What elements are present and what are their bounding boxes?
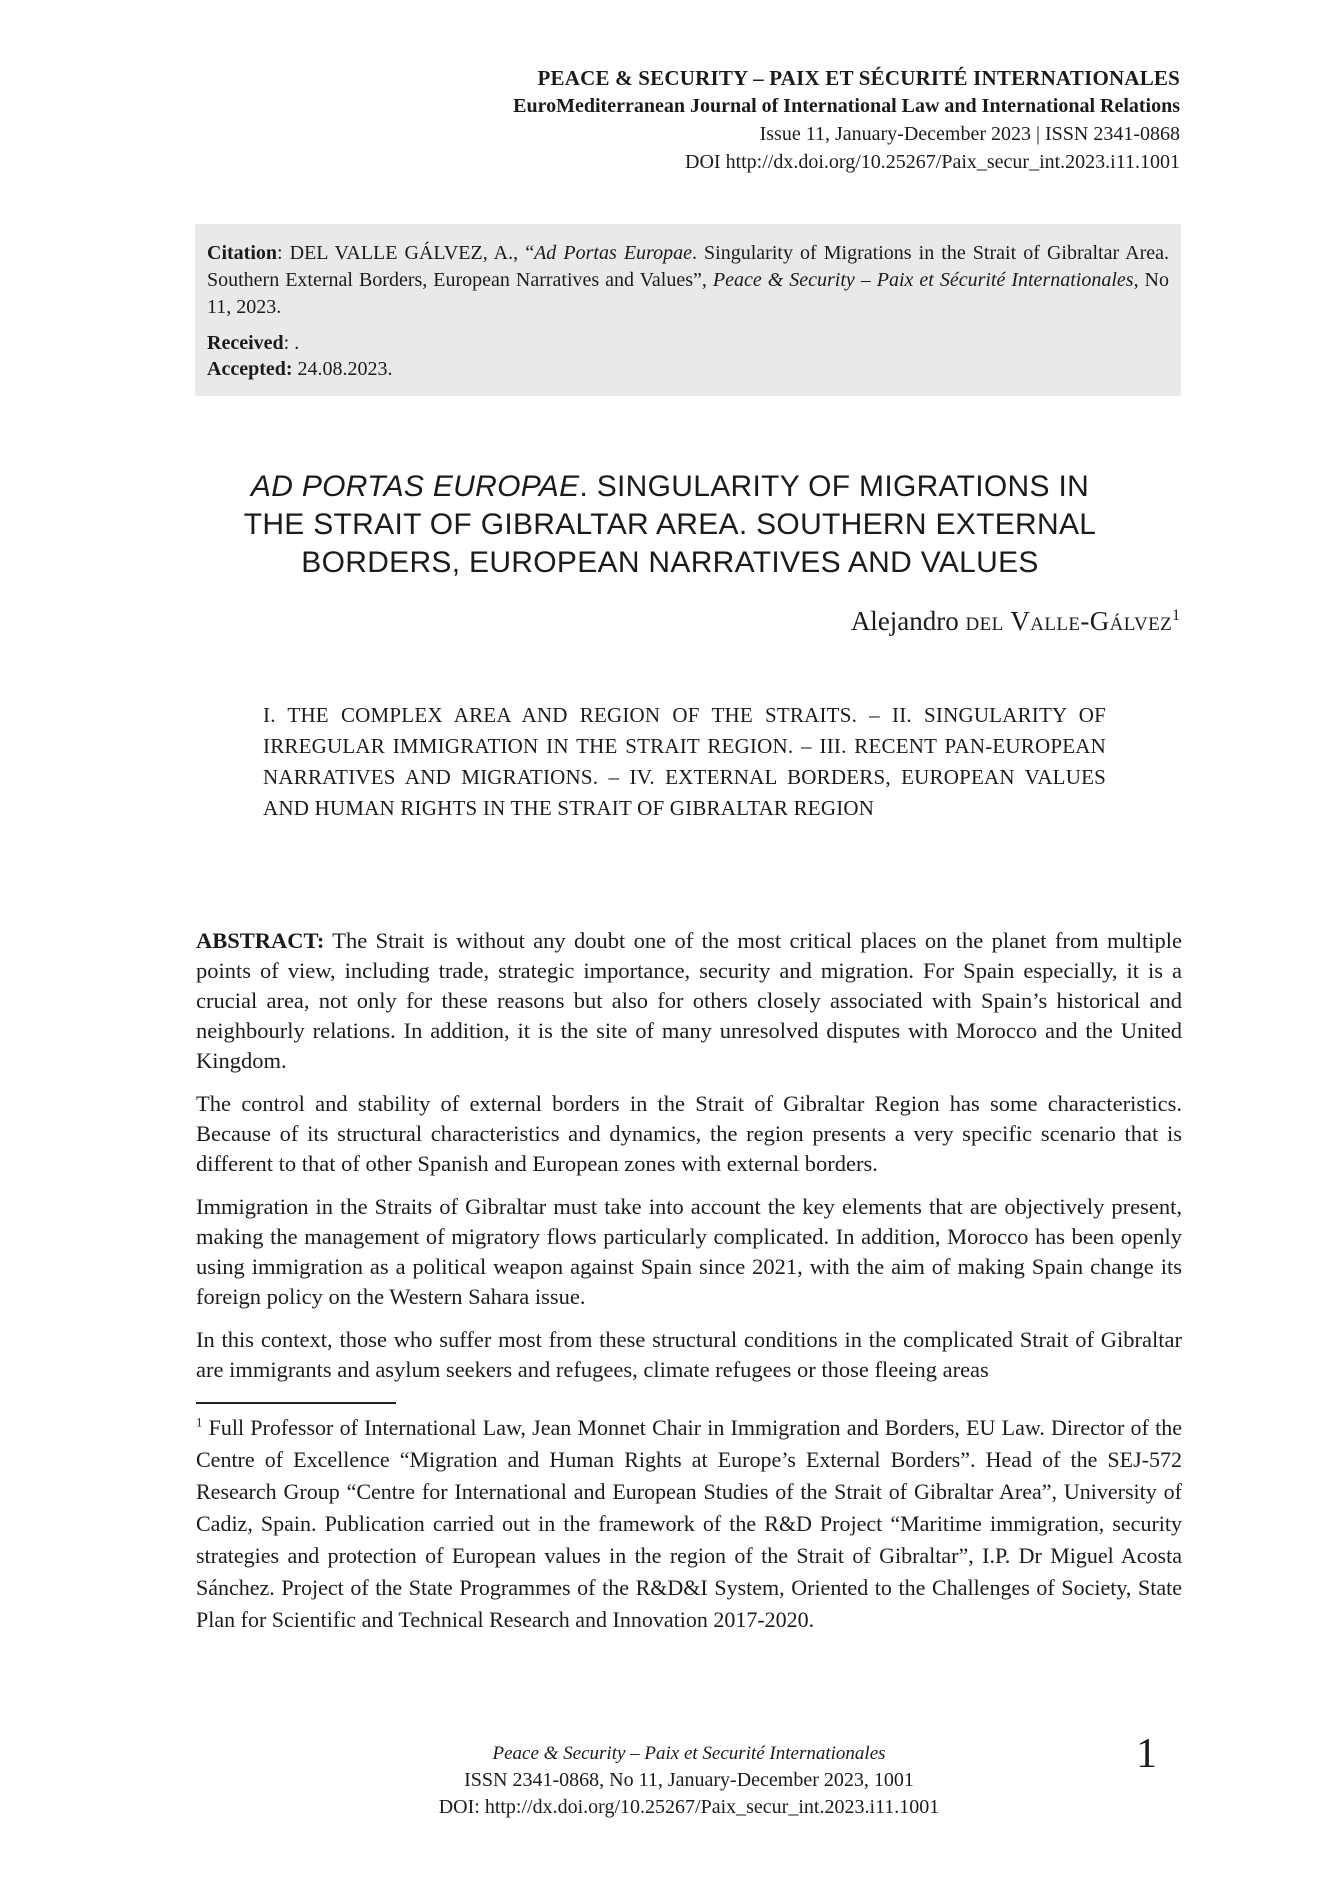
page-footer <box>196 1740 1182 1821</box>
footer-issn-line: ISSN 2341-0868, No 11, January-December 2023, 1001 <box>464 1769 914 1791</box>
title-latin-phrase: AD PORTAS EUROPAE <box>250 470 580 503</box>
abstract-paragraph-2: The control and stability of external borders in the Strait of Gibraltar Region has some characteristics. Because of its structural characteristics and dynamics, the region presents a very specific scenario that is different to that of other Spanish and European zones with external borders. <box>196 1091 1182 1176</box>
title-line-3: BORDERS, EUROPEAN NARRATIVES AND VALUES <box>301 546 1039 579</box>
citation-box <box>195 224 1181 396</box>
author-given-name: Alejandro <box>850 606 966 636</box>
abstract-paragraph-3: Immigration in the Straits of Gibraltar must take into account the key elements that are objectively present, making the management of migratory flows particularly complicated. In addition, Morocco has been openly using immigration as a political weapon against Spain since 2021, with the aim of making Spain change its foreign policy on the Western Sahara issue. <box>196 1194 1182 1309</box>
received-label: Received <box>207 332 284 354</box>
citation-issue: , No 11, 2023. <box>207 269 1169 318</box>
author-family-name: del Valle-Gálvez <box>965 606 1173 636</box>
issue-line: Issue 11, January-December 2023 | ISSN 2341-0868 <box>759 123 1180 145</box>
citation-article-subtitle: . Singularity of Migrations in the Strait of Gibraltar Area. Southern External Borders, European Narratives and Values”, <box>207 242 1169 291</box>
author-footnote-ref: 1 <box>1172 607 1180 624</box>
citation-label: Citation <box>207 242 277 264</box>
footnote-separator <box>196 1402 396 1404</box>
journal-subtitle: EuroMediterranean Journal of International Law and International Relations <box>513 95 1180 117</box>
abstract-section <box>196 926 1182 1398</box>
article-outline: I. THE COMPLEX AREA AND REGION OF THE STRAITS. – II. SINGULARITY OF IRREGULAR IMMIGRATION IN THE STRAIT REGION. – III. RECENT PAN-EUROPEAN NARRATIVES AND MIGRATIONS. – IV. EXTERNAL BORDERS, EUROPEAN VALUES AND HUMAN RIGHTS IN THE STRAIT OF GIBRALTAR REGION <box>263 703 1106 820</box>
citation-article-title: Ad Portas Europae <box>534 242 692 264</box>
footer-doi-line: DOI: http://dx.doi.org/10.25267/Paix_secur_int.2023.i11.1001 <box>438 1796 940 1818</box>
abstract-paragraph-1: ABSTRACT: The Strait is without any doubt one of the most critical places on the planet from multiple points of view, including trade, strategic importance, security and migration. For Spain especially, it is a crucial area, not only for these reasons but also for others closely associated with Spain’s historical and neighbourly relations. In addition, it is the site of many unresolved disputes with Morocco and the United Kingdom. <box>196 928 1182 1073</box>
citation-text <box>207 240 1169 321</box>
masthead <box>513 64 1180 176</box>
accepted-value: 24.08.2023. <box>292 358 393 380</box>
journal-title: PEACE & SECURITY – PAIX ET SÉCURITÉ INTERNATIONALES <box>537 66 1180 90</box>
masthead-doi: DOI http://dx.doi.org/10.25267/Paix_secur_int.2023.i11.1001 <box>685 151 1180 173</box>
title-line-1: AD PORTAS EUROPAE. SINGULARITY OF MIGRATIONS IN <box>250 470 1090 503</box>
article-title <box>177 468 1163 582</box>
footer-journal-name: Peace & Security – Paix et Securité Internationales <box>492 1743 886 1764</box>
abstract-label: ABSTRACT: <box>196 928 325 953</box>
footnote <box>196 1412 1182 1636</box>
footnote-marker: 1 <box>196 1415 203 1430</box>
page-number: 1 <box>1136 1731 1157 1777</box>
citation-journal-name: Peace & Security – Paix et Sécurité Internationales <box>712 269 1134 291</box>
received-value: : . <box>283 332 300 354</box>
accepted-label: Accepted: <box>207 358 293 380</box>
citation-authors: : DEL VALLE GÁLVEZ, A., “ <box>277 242 535 264</box>
title-line-2: THE STRAIT OF GIBRALTAR AREA. SOUTHERN EXTERNAL <box>243 508 1097 541</box>
abstract-paragraph-4: In this context, those who suffer most from these structural conditions in the complicated Strait of Gibraltar are immigrants and asylum seekers and refugees, climate refugees or those fleeing areas <box>196 1327 1182 1382</box>
footnote-text: $^1$ Full Professor of International Law, Jean Monnet Chair in Immigration and Borders, EU Law. Director of the Centre of Excellence “Migration and Human Rights at Europe’s External Borders”. Head of the SEJ-572 Research Group “Centre for International and European Studies of the Strait of Gibraltar Area”, University of Cadiz, Spain. Publication carried out in the framework of the R&D Project “Maritime immigration, security strategies and protection of European values in the region of the Strait of Gibraltar”, I.P. Dr Miguel Acosta Sánchez. Project of the State Programmes of the R&D&I System, Oriented to the Challenges of Society, State Plan for Scientific and Technical Research and Innovation 2017-2020. <box>196 1415 1182 1632</box>
author-line <box>851 606 1180 637</box>
dates-block <box>207 330 1169 382</box>
